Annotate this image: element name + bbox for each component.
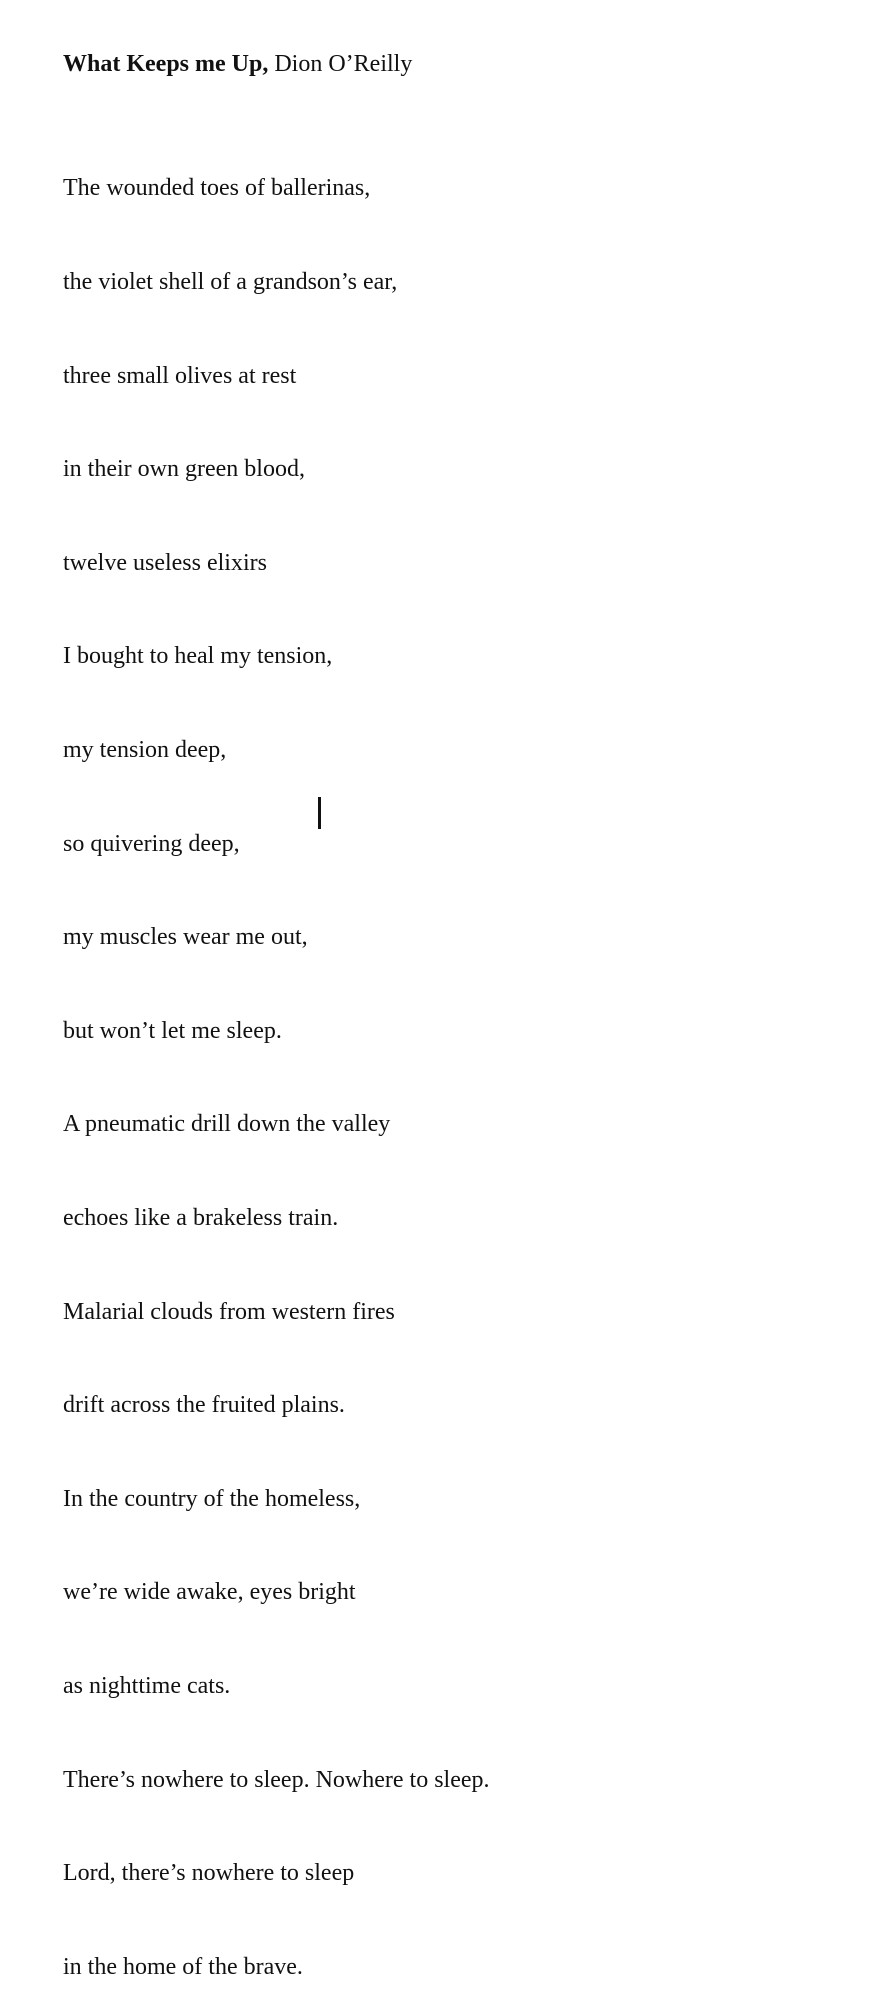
poem-line: The wounded toes of ballerinas, [63, 175, 371, 202]
poem-line: A pneumatic drill down the valley [63, 1111, 391, 1138]
poem-line: so quivering deep, [63, 830, 240, 857]
poem-author: Dion O’Reilly [268, 51, 413, 77]
poem-line: drift across the fruited plains. [63, 1392, 345, 1419]
poem-heading [63, 48, 412, 80]
poem-line: but won’t let me sleep. [63, 1017, 282, 1044]
poem-line: three small olives at rest [63, 362, 297, 389]
poem-line: twelve useless elixirs [63, 549, 267, 576]
text-cursor [318, 797, 321, 829]
poem-line: the violet shell of a grandson’s ear, [63, 269, 398, 295]
poem-line: Lord, there’s nowhere to sleep [63, 1860, 355, 1887]
poem-line: my tension deep, [63, 736, 227, 763]
poem-line: my muscles wear me out, [63, 924, 308, 951]
poem-title: What Keeps me Up, [63, 51, 269, 77]
poem-line: I bought to heal my tension, [63, 643, 333, 670]
poem-line: echoes like a brakeless train. [63, 1204, 339, 1231]
poem-line: Malarial clouds from western fires [63, 1298, 395, 1325]
poem-line: There’s nowhere to sleep. Nowhere to sleep. [63, 1766, 490, 1793]
poem-line: in the home of the brave. [63, 1953, 303, 1980]
poem-line: in their own green blood, [63, 456, 305, 483]
poem-line: we’re wide awake, eyes bright [63, 1579, 356, 1606]
poem-line: In the country of the homeless, [63, 1485, 361, 1512]
poem-body[interactable] [63, 111, 490, 2000]
poem-line: as nighttime cats. [63, 1672, 231, 1699]
